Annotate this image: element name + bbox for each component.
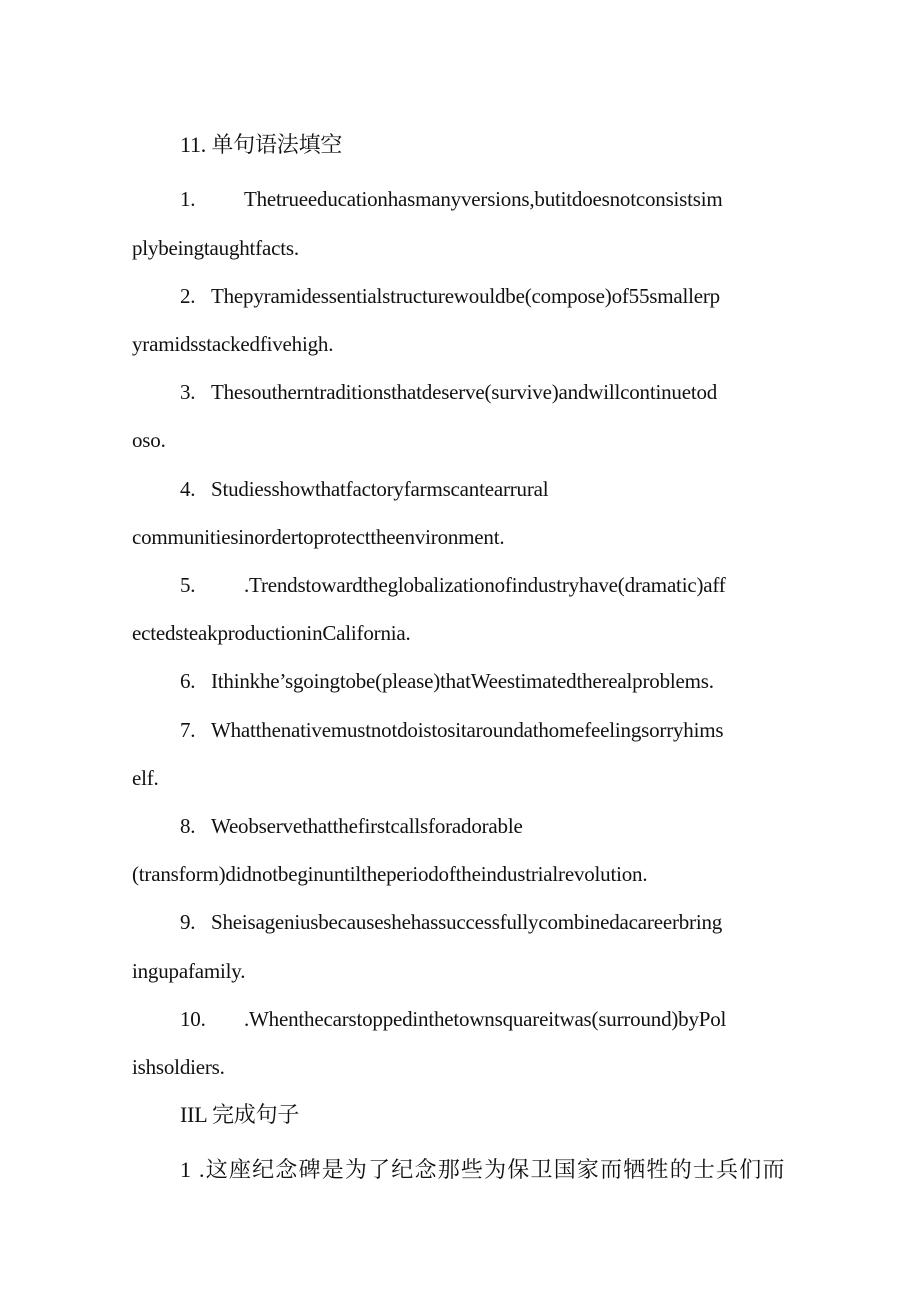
item-2-line2: yramidsstackedfivehigh.	[132, 332, 334, 356]
section2-item-1-text: .这座纪念碑是为了纪念那些为保卫国家而牺牲的士兵们而	[199, 1157, 786, 1182]
item-6-line1: Ithinkhe’sgoingtobe(please)thatWeestimatedtherealproblems.	[211, 669, 714, 693]
section2-item-1-number: 1	[180, 1157, 191, 1182]
item-9-number: 9.	[180, 910, 196, 934]
item-2-line1: Thepyramidessentialstructurewouldbe(compose)of55smallerp	[211, 284, 720, 308]
item-4-number: 4.	[180, 477, 196, 501]
section-heading-complete-sentences: IIL 完成句子	[180, 1102, 300, 1127]
item-9-line2: ingupafamily.	[132, 959, 246, 983]
item-8-number: 8.	[180, 814, 196, 838]
item-10-line2: ishsoldiers.	[132, 1055, 225, 1079]
item-1-number: 1.	[180, 187, 196, 211]
item-5-line1: .Trendstowardtheglobalizationofindustryhave(dramatic)aff	[244, 573, 726, 597]
item-5-number: 5.	[180, 573, 196, 597]
item-7-number: 7.	[180, 718, 196, 742]
item-7-line1: Whatthenativemustnotdoistositaroundathomefeelingsorryhims	[211, 718, 724, 742]
item-9-line1: Sheisageniusbecauseshehassuccessfullycombinedacareerbring	[211, 910, 723, 934]
item-7-line2: elf.	[132, 766, 159, 790]
item-5-line2: ectedsteakproductioninCalifornia.	[132, 621, 411, 645]
item-4-line2: communitiesinordertoprotecttheenvironment.	[132, 525, 505, 549]
item-10-line1: .Whenthecarstoppedinthetownsquareitwas(surround)byPol	[244, 1007, 727, 1031]
item-2-number: 2.	[180, 284, 196, 308]
item-1-line1: Thetrueeducationhasmanyversions,butitdoesnotconsistsim	[244, 187, 723, 211]
item-3-line1: Thesoutherntraditionsthatdeserve(survive)andwillcontinuetod	[211, 380, 718, 404]
item-3-line2: oso.	[132, 428, 166, 452]
item-6-number: 6.	[180, 669, 196, 693]
item-8-line1: Weobservethatthefirstcallsforadorable	[211, 814, 523, 838]
item-10-number: 10.	[180, 1007, 206, 1031]
item-1-line2: plybeingtaughtfacts.	[132, 236, 299, 260]
item-8-line2: (transform)didnotbeginuntiltheperiodoftheindustrialrevolution.	[132, 862, 648, 886]
item-3-number: 3.	[180, 380, 196, 404]
item-4-line1: Studiesshowthatfactoryfarmscantearrural	[211, 477, 549, 501]
section-heading-grammar: 11. 单句语法填空	[180, 132, 343, 157]
